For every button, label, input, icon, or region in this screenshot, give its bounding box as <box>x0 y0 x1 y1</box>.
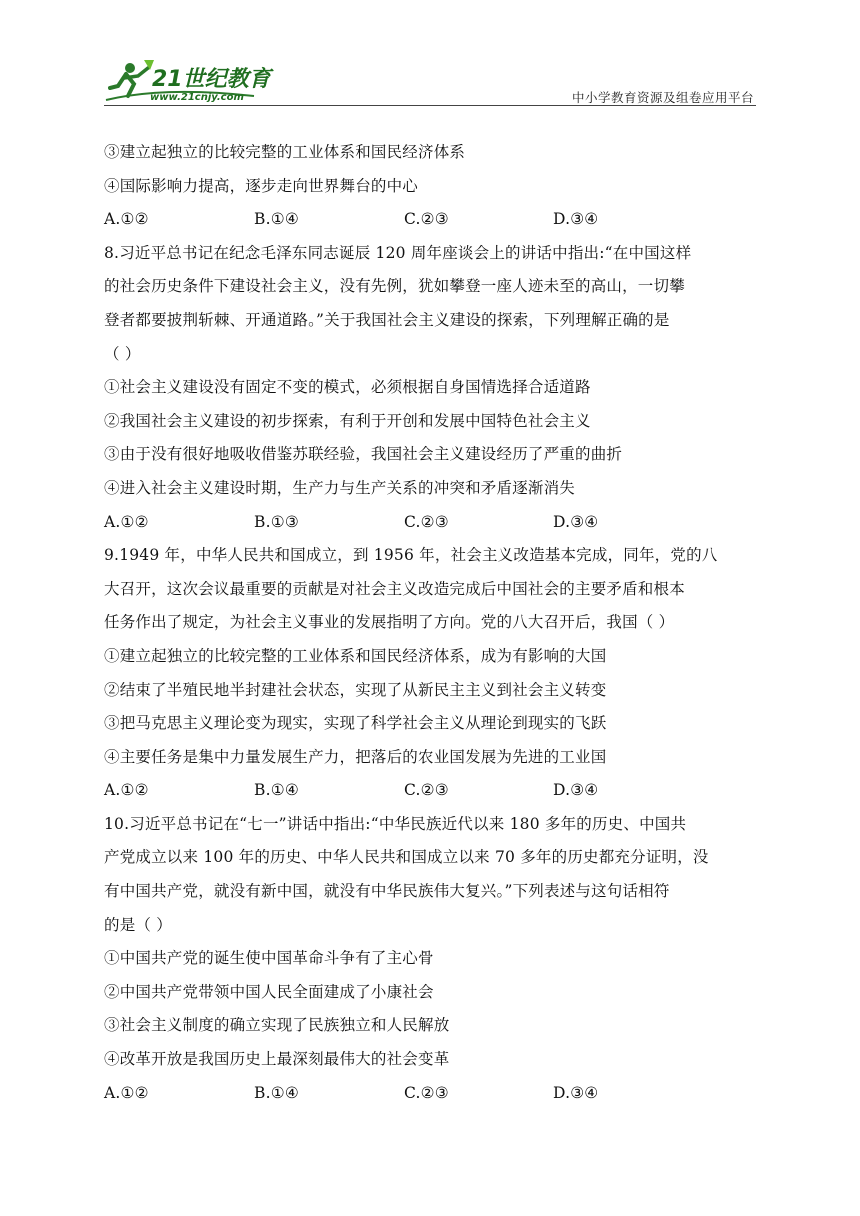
text-line: ③把马克思主义理论变为现实，实现了科学社会主义从理论到现实的飞跃 <box>104 714 607 733</box>
answer-option-d: D.③④ <box>553 512 599 531</box>
text-line: 登者都要披荆斩棘、开通道路。”关于我国社会主义建设的探索，下列理解正确的是 <box>104 310 670 329</box>
header-tagline: 中小学教育资源及组卷应用平台 <box>571 90 754 105</box>
answer-option-a: A.①② <box>104 1083 149 1102</box>
text-line: 10.习近平总书记在“七一”讲话中指出:“中华民族近代以来 180 多年的历史、中国共 <box>104 814 687 833</box>
text-line: ①中国共产党的诞生使中国革命斗争有了主心骨 <box>104 949 434 968</box>
answer-options-row <box>104 1077 754 1111</box>
text-line: 产党成立以来 100 年的历史、中华人民共和国成立以来 70 多年的历史都充分证明，没 <box>104 848 709 867</box>
text-line: ③由于没有很好地吸收借鉴苏联经验，我国社会主义建设经历了严重的曲折 <box>104 445 623 464</box>
text-line: ①建立起独立的比较完整的工业体系和国民经济体系，成为有影响的大国 <box>104 646 607 665</box>
answer-option-d: D.③④ <box>553 1083 599 1102</box>
text-line: ④主要任务是集中力量发展生产力，把落后的农业国发展为先进的工业国 <box>104 747 607 766</box>
text-line: （ ） <box>104 344 141 363</box>
text-line: 有中国共产党，就没有新中国，就没有中华民族伟大复兴。”下列表述与这句话相符 <box>104 882 670 901</box>
answer-option-a: A.①② <box>104 781 149 800</box>
answer-option-c: C.②③ <box>404 512 449 531</box>
page-header <box>104 56 756 106</box>
text-line: 的社会历史条件下建设社会主义，没有先例，犹如攀登一座人迹未至的高山，一切攀 <box>104 277 685 296</box>
text-line: 8.习近平总书记在纪念毛泽东同志诞辰 120 周年座谈会上的讲话中指出:“在中国这样 <box>104 243 692 262</box>
text-line: ③建立起独立的比较完整的工业体系和国民经济体系 <box>104 143 466 161</box>
answer-options-row <box>104 506 754 540</box>
answer-option-b: B.①④ <box>254 1083 299 1102</box>
answer-options-row <box>104 203 754 237</box>
answer-option-a: A.①② <box>104 210 149 229</box>
text-line: ②结束了半殖民地半封建社会状态，实现了从新民主主义到社会主义转变 <box>104 680 607 699</box>
exam-content <box>104 136 754 1110</box>
logo-url-text: www.21cnjy.com <box>150 92 244 103</box>
answer-option-c: C.②③ <box>404 210 449 229</box>
answer-option-b: B.①④ <box>254 781 299 800</box>
answer-option-d: D.③④ <box>553 210 599 229</box>
text-line: 任务作出了规定，为社会主义事业的发展指明了方向。党的八大召开后，我国（ ） <box>104 613 675 632</box>
text-line: ②我国社会主义建设的初步探索，有利于开创和发展中国特色社会主义 <box>104 411 591 430</box>
logo-brand-text: 21世纪教育 <box>152 67 271 92</box>
text-line: 的是（ ） <box>104 915 172 934</box>
text-line: ④国际影响力提高，逐步走向世界舞台的中心 <box>104 176 419 195</box>
answer-option-c: C.②③ <box>404 781 449 800</box>
text-line: ④改革开放是我国历史上最深刻最伟大的社会变革 <box>104 1050 450 1069</box>
text-line: ①社会主义建设没有固定不变的模式，必须根据自身国情选择合适道路 <box>104 378 591 397</box>
header-divider <box>104 105 756 106</box>
text-line: 大召开，这次会议最重要的贡献是对社会主义改造完成后中国社会的主要矛盾和根本 <box>104 579 685 598</box>
text-line: ②中国共产党带领中国人民全面建成了小康社会 <box>104 982 434 1001</box>
answer-option-c: C.②③ <box>404 1083 449 1102</box>
answer-option-d: D.③④ <box>553 781 599 800</box>
answer-option-b: B.①④ <box>254 210 299 229</box>
text-line: ④进入社会主义建设时期，生产力与生产关系的冲突和矛盾逐渐消失 <box>104 478 576 497</box>
text-line: 9.1949 年，中华人民共和国成立，到 1956 年，社会主义改造基本完成，同年，党的八 <box>104 546 718 565</box>
text-line: ③社会主义制度的确立实现了民族独立和人民解放 <box>104 1016 450 1035</box>
answer-option-b: B.①③ <box>254 512 299 531</box>
answer-option-a: A.①② <box>104 512 149 531</box>
answer-options-row <box>104 774 754 808</box>
site-logo <box>104 56 274 104</box>
